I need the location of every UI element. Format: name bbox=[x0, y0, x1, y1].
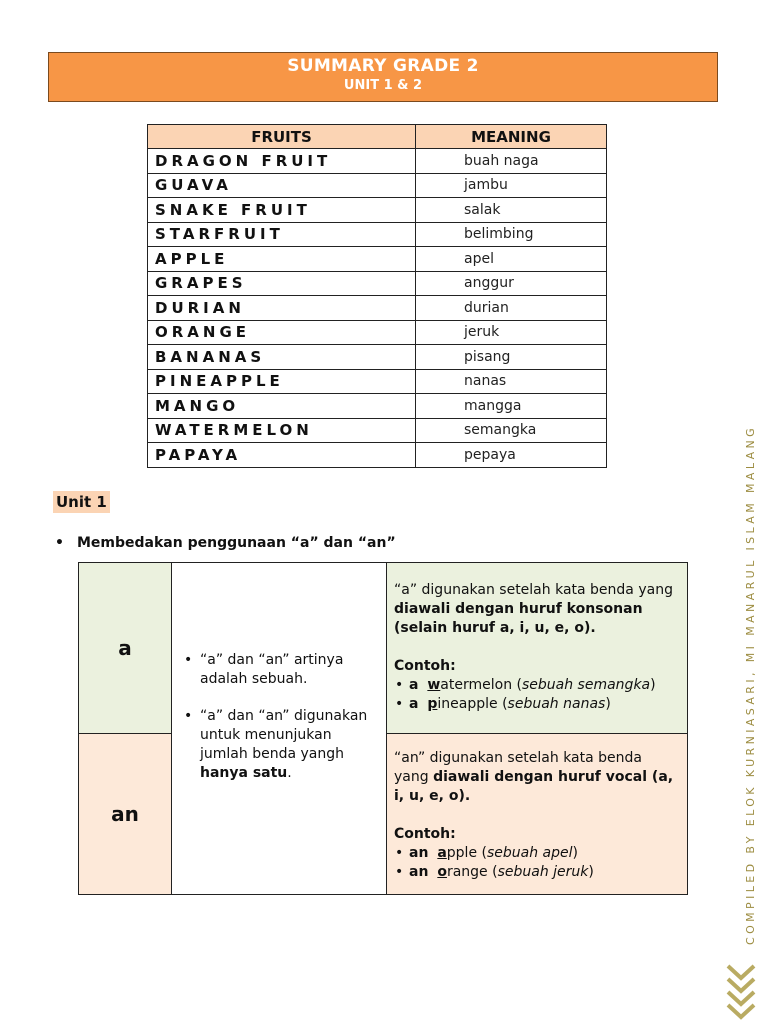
an-rule-cell bbox=[387, 734, 687, 894]
example-article: a bbox=[409, 696, 419, 712]
table-row bbox=[148, 222, 607, 247]
example-meaning: sebuah apel bbox=[486, 845, 573, 861]
fruit-english: WATERMELON bbox=[148, 418, 416, 443]
page-subtitle: UNIT 1 & 2 bbox=[343, 78, 423, 93]
example-meaning: sebuah semangka bbox=[521, 677, 651, 693]
meaning-list bbox=[182, 651, 377, 801]
a-rule-text bbox=[394, 581, 681, 638]
a-rule-cell bbox=[387, 563, 687, 734]
table-row bbox=[148, 394, 607, 419]
example-word: range ( bbox=[446, 864, 498, 880]
table-header-row bbox=[148, 125, 607, 149]
list-item bbox=[182, 707, 377, 783]
an-example-heading: Contoh: bbox=[394, 826, 456, 842]
usage-text: “a” dan “an” digunakan untuk menunjukan jumlah benda yangh bbox=[200, 708, 368, 762]
section-heading-text: Membedakan penggunaan “a” dan “an” bbox=[77, 535, 396, 551]
example-close: ) bbox=[572, 845, 578, 861]
fruit-english: GRAPES bbox=[148, 271, 416, 296]
column-header-fruits: FRUITS bbox=[148, 125, 416, 149]
example-word: pple ( bbox=[446, 845, 487, 861]
an-example-list bbox=[394, 844, 681, 882]
fruit-english: MANGO bbox=[148, 394, 416, 419]
title-banner bbox=[48, 52, 718, 102]
table-row bbox=[148, 345, 607, 370]
example-word: ineapple ( bbox=[437, 696, 508, 712]
example-first-letter: w bbox=[427, 677, 441, 693]
page-title: SUMMARY GRADE 2 bbox=[287, 56, 479, 76]
usage-emphasis: hanya satu bbox=[200, 765, 288, 781]
table-row bbox=[148, 198, 607, 223]
list-item bbox=[394, 844, 681, 863]
fruit-meaning: salak bbox=[416, 198, 607, 223]
fruit-english: DURIAN bbox=[148, 296, 416, 321]
an-rule-lead: “an” digunakan setelah kata benda yang bbox=[394, 750, 642, 785]
fruit-english: GUAVA bbox=[148, 173, 416, 198]
fruit-english: DRAGON FRUIT bbox=[148, 149, 416, 174]
table-row bbox=[148, 443, 607, 468]
meaning-cell bbox=[172, 563, 387, 894]
meaning-text: “a” dan “an” artinya adalah sebuah. bbox=[200, 652, 344, 687]
articles-grid bbox=[78, 562, 688, 895]
table-row bbox=[148, 296, 607, 321]
a-example-list bbox=[394, 676, 681, 714]
example-first-letter: o bbox=[437, 864, 447, 880]
article-an-label: an bbox=[111, 802, 139, 826]
table-row bbox=[148, 369, 607, 394]
an-rule-text bbox=[394, 749, 681, 806]
fruit-meaning: jeruk bbox=[416, 320, 607, 345]
bullet-dot: • bbox=[55, 535, 64, 551]
a-rule-emphasis: diawali dengan huruf konsonan (selain huruf a, i, u, e, o). bbox=[394, 601, 643, 636]
example-meaning: sebuah nanas bbox=[507, 696, 606, 712]
fruit-meaning: buah naga bbox=[416, 149, 607, 174]
fruit-meaning: mangga bbox=[416, 394, 607, 419]
example-first-letter: a bbox=[437, 845, 447, 861]
usage-tail: . bbox=[287, 765, 292, 781]
fruit-meaning: jambu bbox=[416, 173, 607, 198]
table-row bbox=[148, 149, 607, 174]
unit-label: Unit 1 bbox=[53, 491, 110, 513]
fruit-meaning: semangka bbox=[416, 418, 607, 443]
fruit-meaning: apel bbox=[416, 247, 607, 272]
fruit-english: STARFRUIT bbox=[148, 222, 416, 247]
fruit-meaning: pepaya bbox=[416, 443, 607, 468]
fruit-meaning: anggur bbox=[416, 271, 607, 296]
fruit-english: PAPAYA bbox=[148, 443, 416, 468]
example-article: an bbox=[409, 864, 429, 880]
example-word: atermelon ( bbox=[440, 677, 522, 693]
a-example-heading: Contoh: bbox=[394, 658, 456, 674]
list-item bbox=[394, 676, 681, 695]
a-rule-lead: “a” digunakan setelah kata benda yang bbox=[394, 582, 673, 598]
fruit-english: PINEAPPLE bbox=[148, 369, 416, 394]
example-meaning: sebuah jeruk bbox=[497, 864, 589, 880]
example-close: ) bbox=[605, 696, 611, 712]
section-bullet-heading bbox=[55, 535, 396, 551]
table-row bbox=[148, 418, 607, 443]
list-item bbox=[394, 695, 681, 714]
vertical-credit-text: COMPILED BY ELOK KURNIASARI, MI MANARUL ISLAM MALANG bbox=[744, 424, 757, 945]
table-row bbox=[148, 271, 607, 296]
table-row bbox=[148, 173, 607, 198]
fruit-meaning: durian bbox=[416, 296, 607, 321]
fruit-english: ORANGE bbox=[148, 320, 416, 345]
article-a-cell bbox=[79, 563, 172, 734]
fruit-meaning: nanas bbox=[416, 369, 607, 394]
column-header-meaning: MEANING bbox=[416, 125, 607, 149]
fruit-english: BANANAS bbox=[148, 345, 416, 370]
example-article: a bbox=[409, 677, 419, 693]
example-article: an bbox=[409, 845, 429, 861]
fruit-meaning: pisang bbox=[416, 345, 607, 370]
example-close: ) bbox=[650, 677, 656, 693]
fruit-meaning: belimbing bbox=[416, 222, 607, 247]
fruit-english: SNAKE FRUIT bbox=[148, 198, 416, 223]
article-a-label: a bbox=[118, 636, 132, 660]
fruit-english: APPLE bbox=[148, 247, 416, 272]
article-an-cell bbox=[79, 734, 172, 894]
table-row bbox=[148, 247, 607, 272]
table-row bbox=[148, 320, 607, 345]
an-rule-emphasis: diawali dengan huruf vocal (a, i, u, e, o). bbox=[394, 769, 674, 804]
fruits-table bbox=[147, 124, 607, 468]
example-close: ) bbox=[588, 864, 594, 880]
chevron-down-icon bbox=[724, 962, 758, 1020]
list-item bbox=[182, 651, 377, 689]
list-item bbox=[394, 863, 681, 882]
example-first-letter: p bbox=[427, 696, 438, 712]
